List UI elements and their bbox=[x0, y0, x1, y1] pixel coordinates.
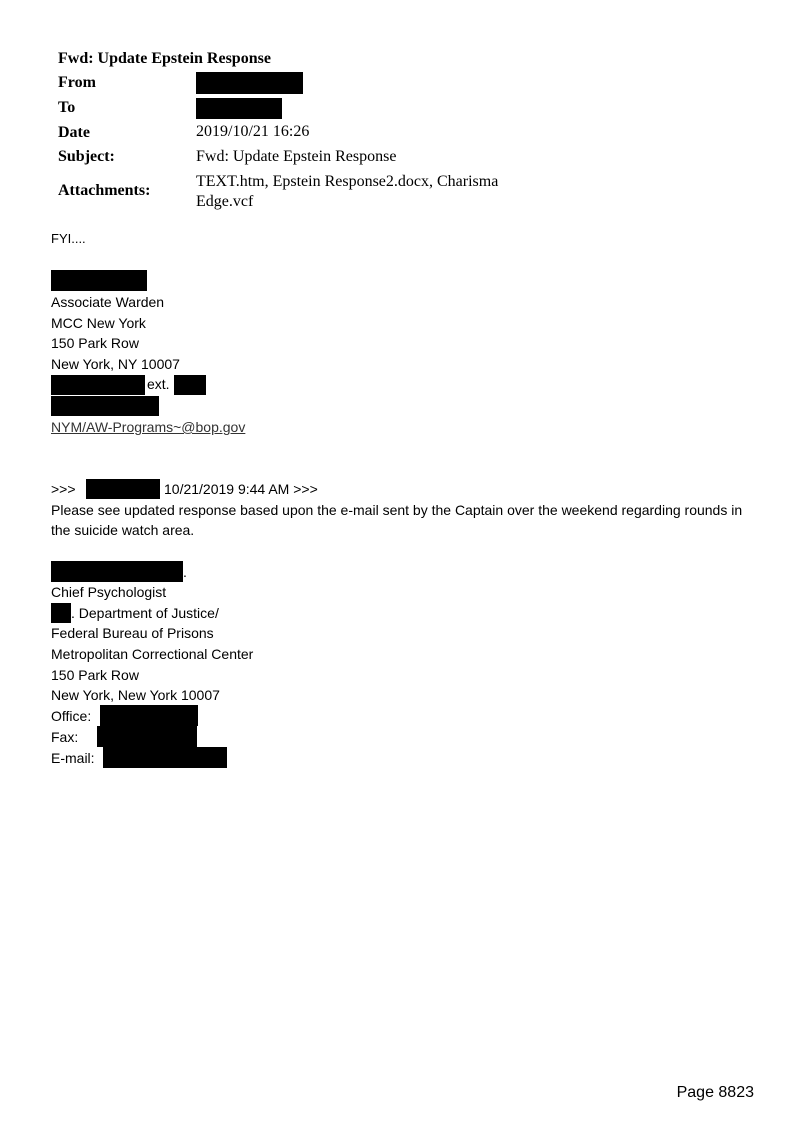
date-label: Date bbox=[58, 124, 90, 141]
forward-message: Please see updated response based upon the e-mail sent by the Captain over the weekend regarding rounds in the suicide watch area. bbox=[51, 502, 743, 538]
redacted-forward-sender bbox=[86, 479, 160, 499]
date-value: 2019/10/21 16:26 bbox=[196, 123, 310, 140]
sig2-dept: . Department of Justice/ bbox=[71, 605, 219, 621]
sig2-bureau: Federal Bureau of Prisons bbox=[51, 625, 214, 641]
redacted-line bbox=[51, 396, 159, 416]
redacted-ext bbox=[174, 375, 206, 395]
redacted-fax bbox=[97, 726, 197, 747]
redacted-to bbox=[196, 98, 282, 119]
page-number: Page 8823 bbox=[676, 1084, 754, 1101]
redacted-sender-name bbox=[51, 270, 147, 291]
sig2-center: Metropolitan Correctional Center bbox=[51, 646, 254, 662]
email-label: E-mail: bbox=[51, 750, 95, 766]
subject-value: Fwd: Update Epstein Response bbox=[196, 148, 397, 165]
sig2-title: Chief Psychologist bbox=[51, 584, 167, 600]
fax-label: Fax: bbox=[51, 729, 79, 745]
redacted-office-phone bbox=[100, 705, 198, 726]
sig1-ext-label: ext. bbox=[147, 376, 170, 392]
sig1-street: 150 Park Row bbox=[51, 335, 139, 351]
sig2-city: New York, New York 10007 bbox=[51, 687, 220, 703]
from-label: From bbox=[58, 74, 96, 91]
fyi-text: FYI.... bbox=[51, 231, 86, 246]
sig2-dot: . bbox=[183, 564, 187, 580]
to-label: To bbox=[58, 99, 76, 116]
sig2-street: 150 Park Row bbox=[51, 667, 139, 683]
office-label: Office: bbox=[51, 708, 92, 724]
email-title: Fwd: Update Epstein Response bbox=[58, 50, 271, 67]
attachments-line-2: Edge.vcf bbox=[196, 193, 254, 210]
redacted-psychologist-name bbox=[51, 561, 183, 582]
attachments-label: Attachments: bbox=[58, 182, 151, 199]
redacted-phone bbox=[51, 375, 145, 395]
sig1-title: Associate Warden bbox=[51, 294, 165, 310]
sig1-city: New York, NY 10007 bbox=[51, 356, 180, 372]
redacted-from bbox=[196, 72, 303, 94]
sig1-email-link[interactable]: NYM/AW-Programs~@bop.gov bbox=[51, 419, 246, 435]
subject-label: Subject: bbox=[58, 148, 115, 165]
redacted-email bbox=[103, 747, 227, 768]
forward-prefix: >>> bbox=[51, 481, 76, 497]
forward-timestamp: 10/21/2019 9:44 AM >>> bbox=[164, 481, 318, 497]
attachments-line-1: TEXT.htm, Epstein Response2.docx, Charisma bbox=[196, 173, 499, 190]
sig1-org: MCC New York bbox=[51, 315, 146, 331]
redacted-dept-prefix bbox=[51, 603, 71, 623]
